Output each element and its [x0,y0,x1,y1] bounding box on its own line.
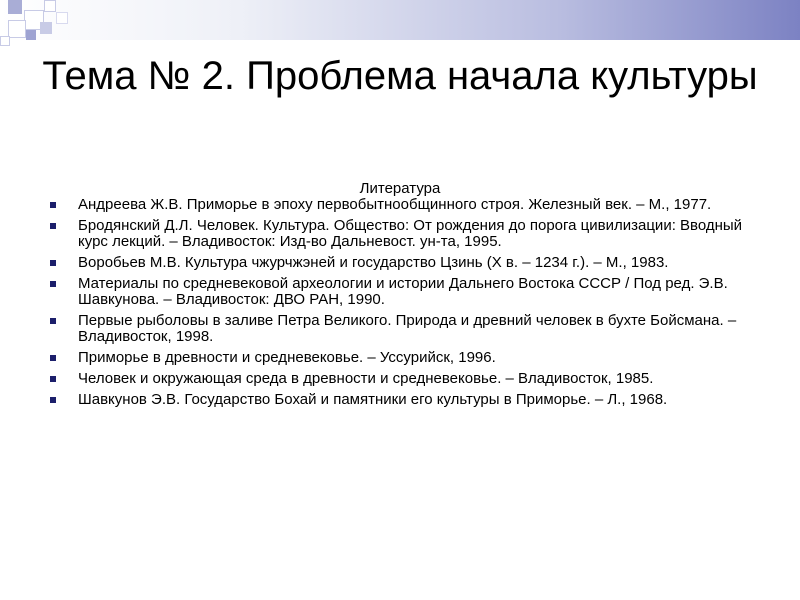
square-bullet-icon [50,260,56,266]
decor-square [8,0,22,14]
reference-item [50,276,770,308]
reference-item [50,197,770,213]
section-heading: Литература [359,180,441,197]
square-bullet-icon [50,397,56,403]
reference-text: Воробьев М.В. Культура чжурчжэней и государство Цзинь (Х в. – 1234 г.). – М., 1983. [78,254,669,271]
reference-list [50,197,770,413]
reference-item [50,313,770,345]
reference-text: Приморье в древности и средневековье. – Уссурийск, 1996. [78,349,496,366]
decor-square [0,36,10,46]
reference-text: Первые рыболовы в заливе Петра Великого. Природа и древний человек в бухте Бойсмана. – Владивосток, 1998. [78,312,737,345]
decor-square [26,30,36,40]
reference-item [50,392,770,408]
square-bullet-icon [50,223,56,229]
square-bullet-icon [50,318,56,324]
square-bullet-icon [50,202,56,208]
reference-item [50,218,770,250]
decor-square [44,0,56,12]
reference-item [50,350,770,366]
square-bullet-icon [50,355,56,361]
reference-text: Шавкунов Э.В. Государство Бохай и памятники его культуры в Приморье. – Л., 1968. [78,391,668,408]
reference-item [50,255,770,271]
header-gradient-band [0,0,800,40]
reference-text: Человек и окружающая среда в древности и средневековье. – Владивосток, 1985. [78,370,654,387]
decor-square [56,12,68,24]
decor-square [8,20,26,38]
reference-item [50,371,770,387]
reference-text: Андреева Ж.В. Приморье в эпоху первобытнообщинного строя. Железный век. – М., 1977. [78,196,712,213]
slide-title: Тема № 2. Проблема начала культуры [42,54,758,98]
reference-text: Бродянский Д.Л. Человек. Культура. Общество: От рождения до порога цивилизации: Вводный курс лекций. – Владивосток: Изд-во Дальневост. ун-та, 1995. [78,217,743,250]
square-bullet-icon [50,376,56,382]
decor-square [40,22,52,34]
square-bullet-icon [50,281,56,287]
reference-text: Материалы по средневековой археологии и истории Дальнего Востока СССР / Под ред. Э.В. Шавкунова. – Владивосток: ДВО РАН, 1990. [78,275,728,308]
